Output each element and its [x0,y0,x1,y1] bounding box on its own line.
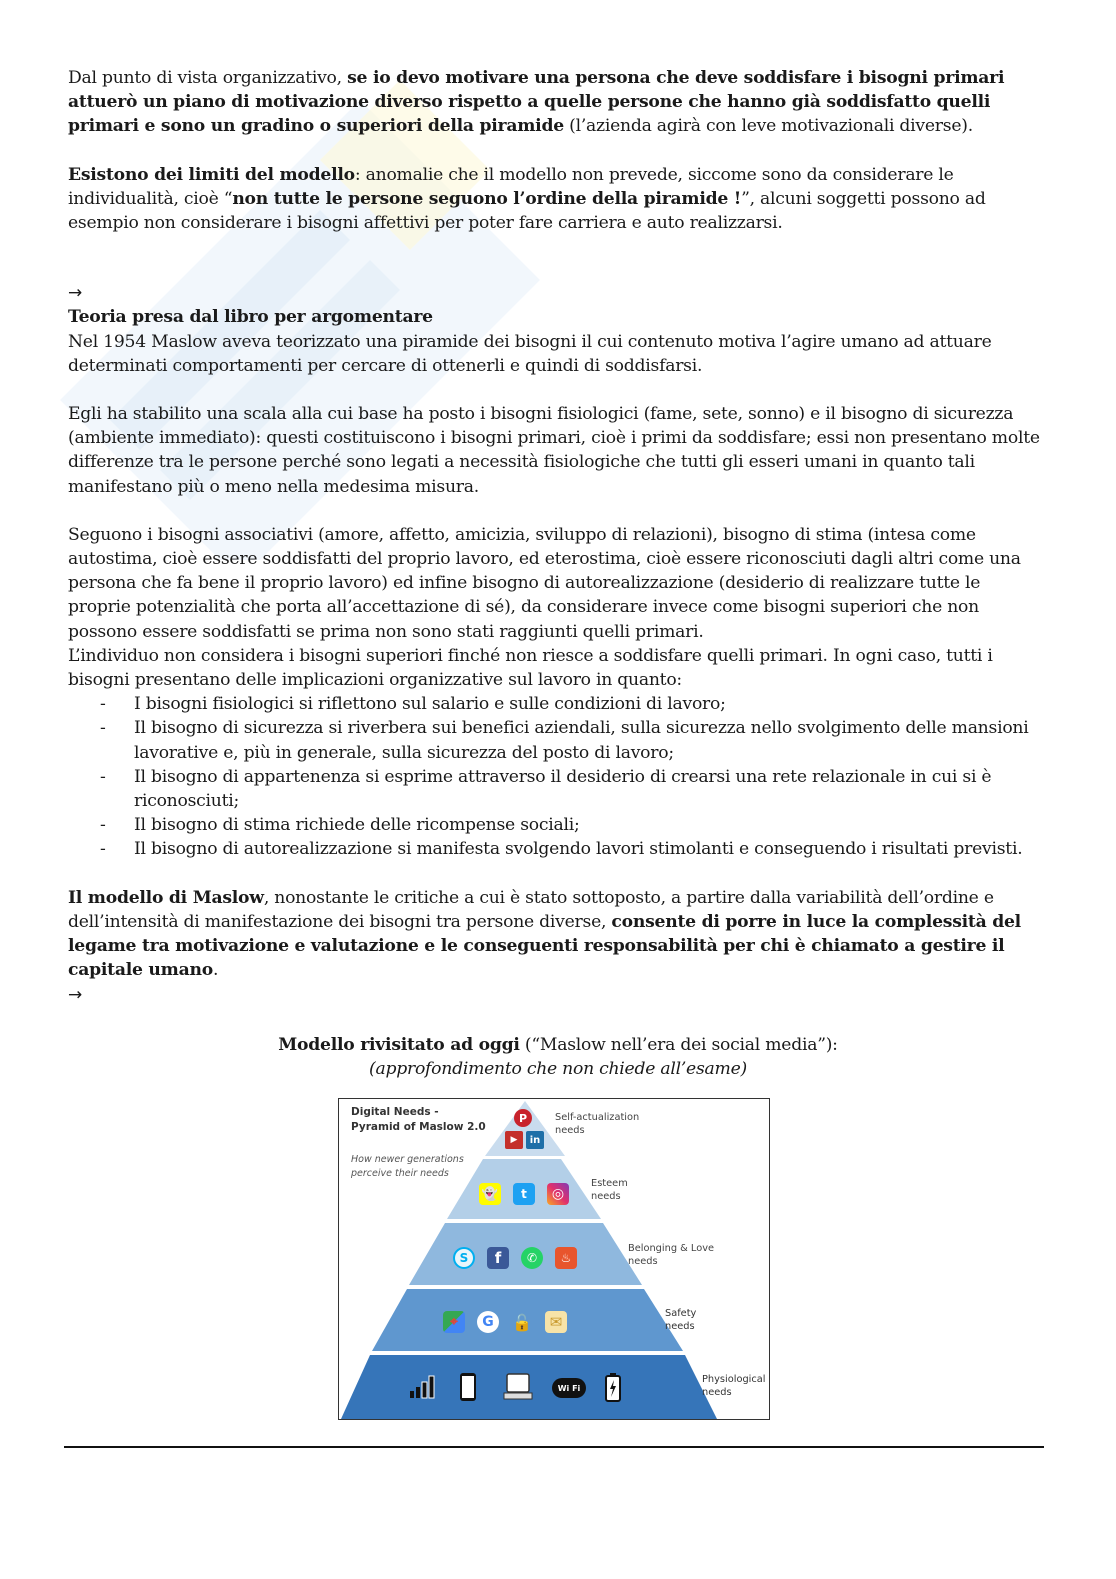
tinder-icon: ♨ [555,1247,577,1269]
section-heading: Teoria presa dal libro per argomentare [68,307,433,328]
tier-label: Physiological needs [702,1374,766,1398]
skype-icon: S [453,1247,475,1269]
paragraph-model-limits: Esistono dei limiti del modello: anomalie che il modello non prevede, siccome sono da considerare le individualità, cioè “non tutte le persone seguono l’ordine della piramide !”, alcuni soggetti possono ad esempio non considerare i bisogni affettivi per poter fare carriera e auto realizzarsi. [68,164,986,234]
list-item: - I bisogni fisiologici si riflettono sul salario e sulle condizioni di lavoro; [68,692,1048,716]
battery-icon [605,1372,621,1402]
youtube-icon: ▶ [505,1131,523,1149]
digital-needs-pyramid-figure [338,1098,770,1420]
list-item: - Il bisogno di sicurezza si riverbera sui benefici aziendali, sulla sicurezza nello svolgimento delle mansioni lavorative e, più in generale, sulla sicurezza del posto di lavoro; [68,716,1048,764]
arrow-icon: → [68,283,82,304]
whatsapp-icon: ✆ [521,1247,543,1269]
figure-note: (approfondimento che non chiede all’esame) [369,1058,747,1079]
snapchat-icon: 👻 [479,1183,501,1205]
document-body [68,66,1048,1081]
paragraph-implications: L’individuo non considera i bisogni superiori finché non riesce a soddisfare quelli primari. In ogni caso, tutti i bisogni presentano delle implicazioni organizzative sul lavoro in quanto: [68,645,993,691]
signal-icon [409,1375,437,1399]
paragraph-motivation: Dal punto di vista organizzativo, se io devo motivare una persona che deve soddisfare i bisogni primari attuerò un piano di motivazione diverso rispetto a quelle persone che hanno già soddisfatto quelli primari e sono un gradino o superiori della piramide (l’azienda agirà con leve motivazionali diverse). [68,68,1005,137]
wifi-icon: Wi Fi [552,1378,586,1398]
paragraph-primary-needs: Egli ha stabilito una scala alla cui base ha posto i bisogni fisiologici (fame, sete, sonno) e il bisogno di sicurezza (ambiente immediato): questi costituiscono i bisogni primari, cioè i primi da soddisfare; essi non presentano molte differenze tra le persone perché sono legati a necessità fisiologiche che tutti gli esseri umani in quanto tali manifestano più o meno nella medesima misura. [68,404,1040,497]
arrow-icon: → [68,984,82,1005]
tier-label: Esteem needs [591,1178,628,1202]
padlock-icon: 🔓 [512,1312,532,1332]
mail-icon: ✉ [545,1311,567,1333]
paragraph-maslow-1954: Nel 1954 Maslow aveva teorizzato una piramide dei bisogni il cui contenuto motiva l’agire umano ad attuare determinati comportamenti per cercare di ottenerli e quindi di soddisfarsi. [68,331,992,376]
footer-divider [64,1446,1044,1448]
google-maps-icon: ⌖ [443,1311,465,1333]
facebook-icon: f [487,1247,509,1269]
implications-list [68,692,1048,861]
tier-label: Safety needs [665,1308,697,1332]
instagram-icon: ◎ [547,1183,569,1205]
linkedin-icon: in [526,1131,544,1149]
paragraph-maslow-model: Il modello di Maslow, nonostante le critiche a cui è stato sottoposto, a partire dalla variabilità dell’ordine e dell’intensità di manifestazione dei bisogni tra persone diverse, consente di porre in luce la complessità del legame tra motivazione e valutazione e le conseguenti responsabilità per chi è chiamato a gestire il capitale umano. [68,887,1021,981]
google-icon: G [477,1311,499,1333]
twitter-icon: t [513,1183,535,1205]
list-item: - Il bisogno di appartenenza si esprime attraverso il desiderio di crearsi una rete relazionale in cui si è riconosciuti; [68,765,1048,813]
paragraph-higher-needs: Seguono i bisogni associativi (amore, affetto, amicizia, sviluppo di relazioni), bisogno di stima (intesa come autostima, cioè essere soddisfatti del proprio lavoro, ed eterostima, cioè essere riconosciuti dagli altri come una persona che fa bene il proprio lavoro) ed infine bisogno di autorealizzazione (desiderio di realizzare tutte le proprie potenzialità che porta all’accettazione di sé), da considerare invece come bisogni superiori che non possono essere soddisfatti se prima non sono stati raggiunti quelli primari. [68,524,1021,642]
list-item: - Il bisogno di stima richiede delle ricompense sociali; [68,813,1048,837]
tier-label: Self-actualization needs [555,1112,640,1136]
figure-caption: Modello rivisitato ad oggi (“Maslow nell’era dei social media”): [278,1034,838,1055]
smartphone-icon [459,1372,477,1402]
laptop-icon [503,1373,533,1401]
figure-title: Digital Needs - Pyramid of Maslow 2.0 [351,1106,486,1133]
tier-label: Belonging & Love needs [628,1243,715,1267]
list-item: - Il bisogno di autorealizzazione si manifesta svolgendo lavori stimolanti e conseguendo i risultati previsti. [68,837,1048,861]
figure-subtitle: How newer generations perceive their needs [351,1154,464,1179]
pinterest-icon: P [514,1109,532,1127]
